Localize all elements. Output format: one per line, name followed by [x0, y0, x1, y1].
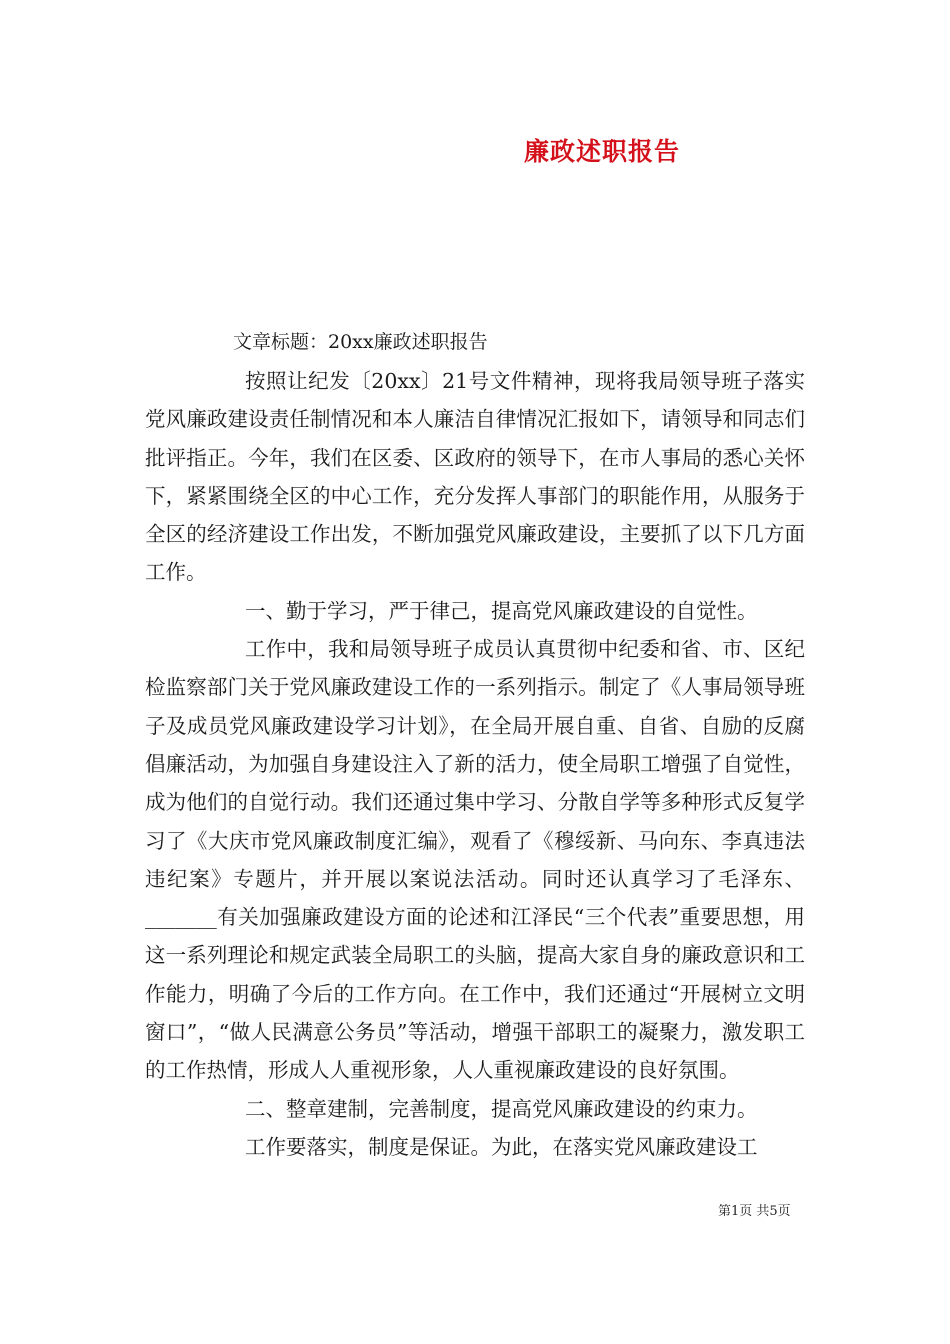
paragraph-section-2: 工作要落实，制度是保证。为此，在落实党风廉政建设工: [245, 1134, 758, 1159]
page-number-footer: 第1页 共5页: [718, 1204, 791, 1219]
document-body: [145, 362, 805, 1166]
article-title-line: 文章标题：20xx廉政述职报告: [233, 331, 488, 353]
section-heading-1: 一、勤于学习，严于律己，提高党风廉政建设的自觉性。: [245, 598, 758, 623]
document-title: 廉政述职报告: [523, 137, 680, 166]
paragraph-section-1: 工作中，我和局领导班子成员认真贯彻中纪委和省、市、区纪检监察部门关于党风廉政建设工作的一系列指示。制定了《人事局领导班子及成员党风廉政建设学习计划》，在全局开展自重、自省、自励的反腐倡廉活动，为加强自身建设注入了新的活力，使全局职工增强了自觉性，成为他们的自觉行动。我们还通过集中学习、分散自学等多种形式反复学习了《大庆市党风廉政制度汇编》，观看了《穆绥新、马向东、李真违法违纪案》专题片，并开展以案说法活动。同时还认真学习了毛泽东、_______有关加强廉政建设方面的论述和江泽民“三个代表”重要思想，用这一系列理论和规定武装全局职工的头脑，提高大家自身的廉政意识和工作能力，明确了今后的工作方向。在工作中，我们还通过“开展树立文明窗口”，“做人民满意公务员”等活动，增强干部职工的凝聚力，激发职工的工作热情，形成人人重视形象，人人重视廉政建设的良好氛围。: [145, 637, 805, 1083]
paragraph-intro: 按照让纪发〔20xx〕21号文件精神，现将我局领导班子落实党风廉政建设责任制情况和本人廉洁自律情况汇报如下，请领导和同志们批评指正。今年，我们在区委、区政府的领导下，在市人事局的悉心关怀下，紧紧围绕全区的中心工作，充分发挥人事部门的职能作用，从服务于全区的经济建设工作出发，不断加强党风廉政建设，主要抓了以下几方面工作。: [145, 369, 805, 585]
section-heading-2: 二、整章建制，完善制度，提高党风廉政建设的约束力。: [245, 1096, 758, 1121]
